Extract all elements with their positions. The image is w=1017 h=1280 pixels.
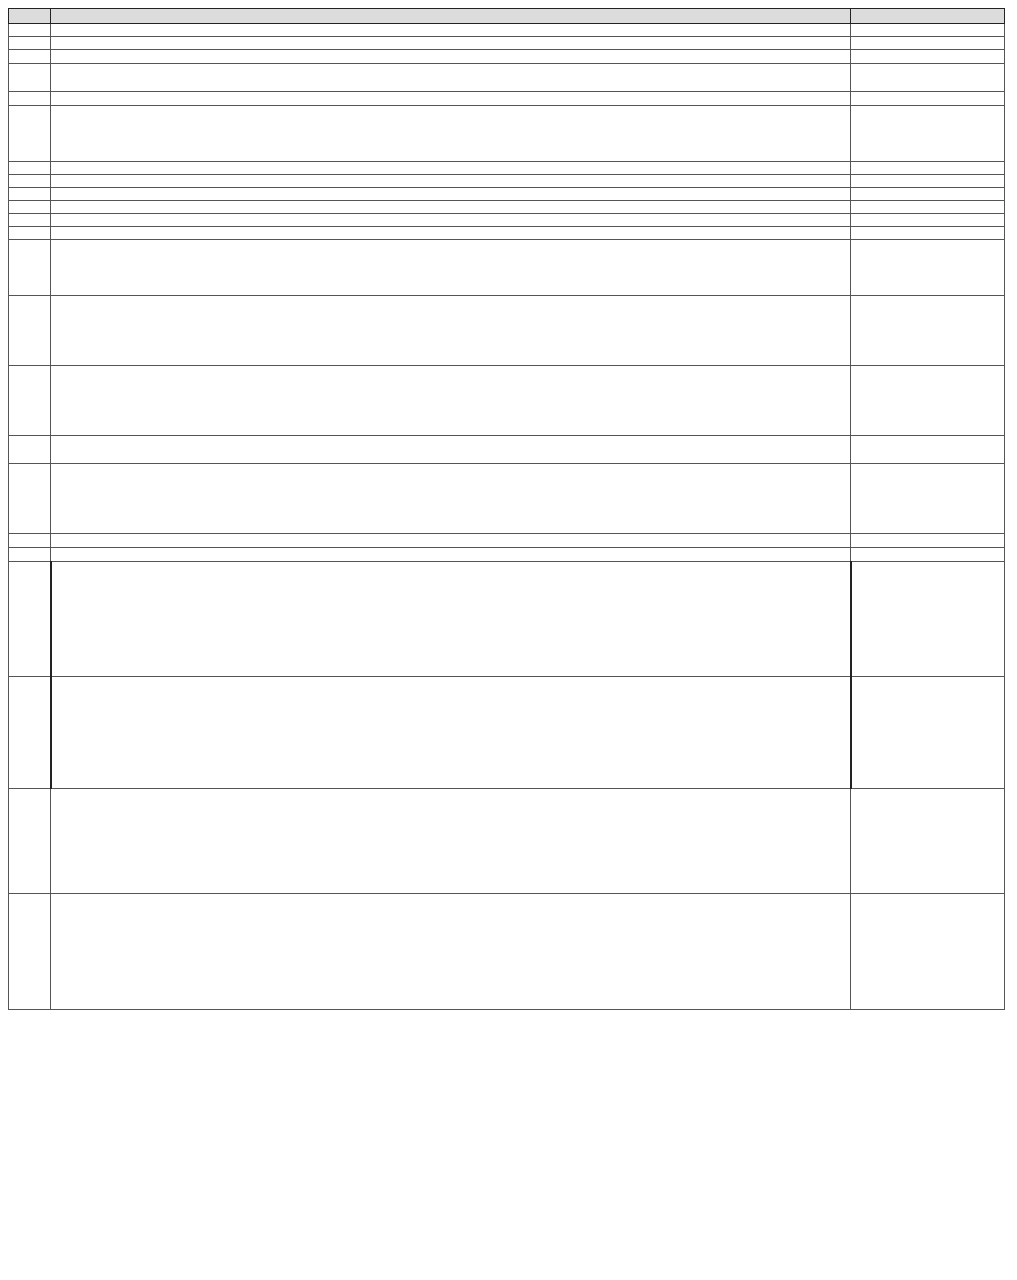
option-code (9, 106, 51, 162)
table-row (9, 175, 1005, 188)
option-code (9, 201, 51, 214)
option-price (851, 789, 1005, 894)
table-row (9, 296, 1005, 366)
option-code (9, 227, 51, 240)
table-row (9, 534, 1005, 548)
option-price (851, 534, 1005, 548)
table-row (9, 464, 1005, 534)
header-description (51, 9, 851, 24)
option-price (851, 201, 1005, 214)
option-price (851, 64, 1005, 92)
option-price (851, 24, 1005, 37)
table-row (9, 188, 1005, 201)
option-description (51, 677, 851, 789)
table-row (9, 677, 1005, 789)
option-description (51, 37, 851, 50)
option-code (9, 436, 51, 464)
option-code (9, 894, 51, 1010)
option-price (851, 436, 1005, 464)
table-body (9, 24, 1005, 1010)
option-description (51, 214, 851, 227)
option-price (851, 296, 1005, 366)
table-row (9, 562, 1005, 677)
option-price (851, 50, 1005, 64)
option-price (851, 677, 1005, 789)
options-sheet (8, 8, 1004, 1010)
option-code (9, 296, 51, 366)
option-price (851, 214, 1005, 227)
option-price (851, 366, 1005, 436)
table-row (9, 548, 1005, 562)
table-row (9, 106, 1005, 162)
option-description (51, 894, 851, 1010)
option-price (851, 175, 1005, 188)
table-header (9, 9, 1005, 24)
header-price (851, 9, 1005, 24)
option-description (51, 175, 851, 188)
table-row (9, 227, 1005, 240)
option-description (51, 50, 851, 64)
table-row (9, 214, 1005, 227)
option-description (51, 562, 851, 677)
option-code (9, 534, 51, 548)
option-code (9, 789, 51, 894)
option-description (51, 92, 851, 106)
option-code (9, 240, 51, 296)
options-table (8, 8, 1005, 1010)
option-description (51, 162, 851, 175)
option-price (851, 188, 1005, 201)
option-price (851, 106, 1005, 162)
option-code (9, 24, 51, 37)
header-code (9, 9, 51, 24)
option-price (851, 162, 1005, 175)
option-description (51, 789, 851, 894)
table-row (9, 366, 1005, 436)
option-price (851, 37, 1005, 50)
option-code (9, 64, 51, 92)
option-code (9, 50, 51, 64)
option-description (51, 366, 851, 436)
option-description (51, 296, 851, 366)
table-row (9, 894, 1005, 1010)
option-description (51, 436, 851, 464)
table-row (9, 92, 1005, 106)
option-description (51, 227, 851, 240)
option-code (9, 214, 51, 227)
option-price (851, 894, 1005, 1010)
option-code (9, 37, 51, 50)
option-description (51, 188, 851, 201)
option-description (51, 106, 851, 162)
table-row (9, 240, 1005, 296)
option-code (9, 677, 51, 789)
option-price (851, 562, 1005, 677)
table-row (9, 64, 1005, 92)
option-code (9, 162, 51, 175)
option-code (9, 464, 51, 534)
option-description (51, 64, 851, 92)
option-description (51, 240, 851, 296)
table-row (9, 789, 1005, 894)
option-price (851, 464, 1005, 534)
option-description (51, 548, 851, 562)
option-code (9, 548, 51, 562)
option-code (9, 175, 51, 188)
option-code (9, 188, 51, 201)
option-code (9, 366, 51, 436)
option-code (9, 562, 51, 677)
table-row (9, 50, 1005, 64)
option-description (51, 464, 851, 534)
option-price (851, 227, 1005, 240)
option-price (851, 548, 1005, 562)
option-code (9, 92, 51, 106)
table-row (9, 162, 1005, 175)
table-row (9, 201, 1005, 214)
option-description (51, 201, 851, 214)
table-row (9, 24, 1005, 37)
option-description (51, 534, 851, 548)
option-description (51, 24, 851, 37)
option-price (851, 240, 1005, 296)
table-row (9, 436, 1005, 464)
table-row (9, 37, 1005, 50)
option-price (851, 92, 1005, 106)
